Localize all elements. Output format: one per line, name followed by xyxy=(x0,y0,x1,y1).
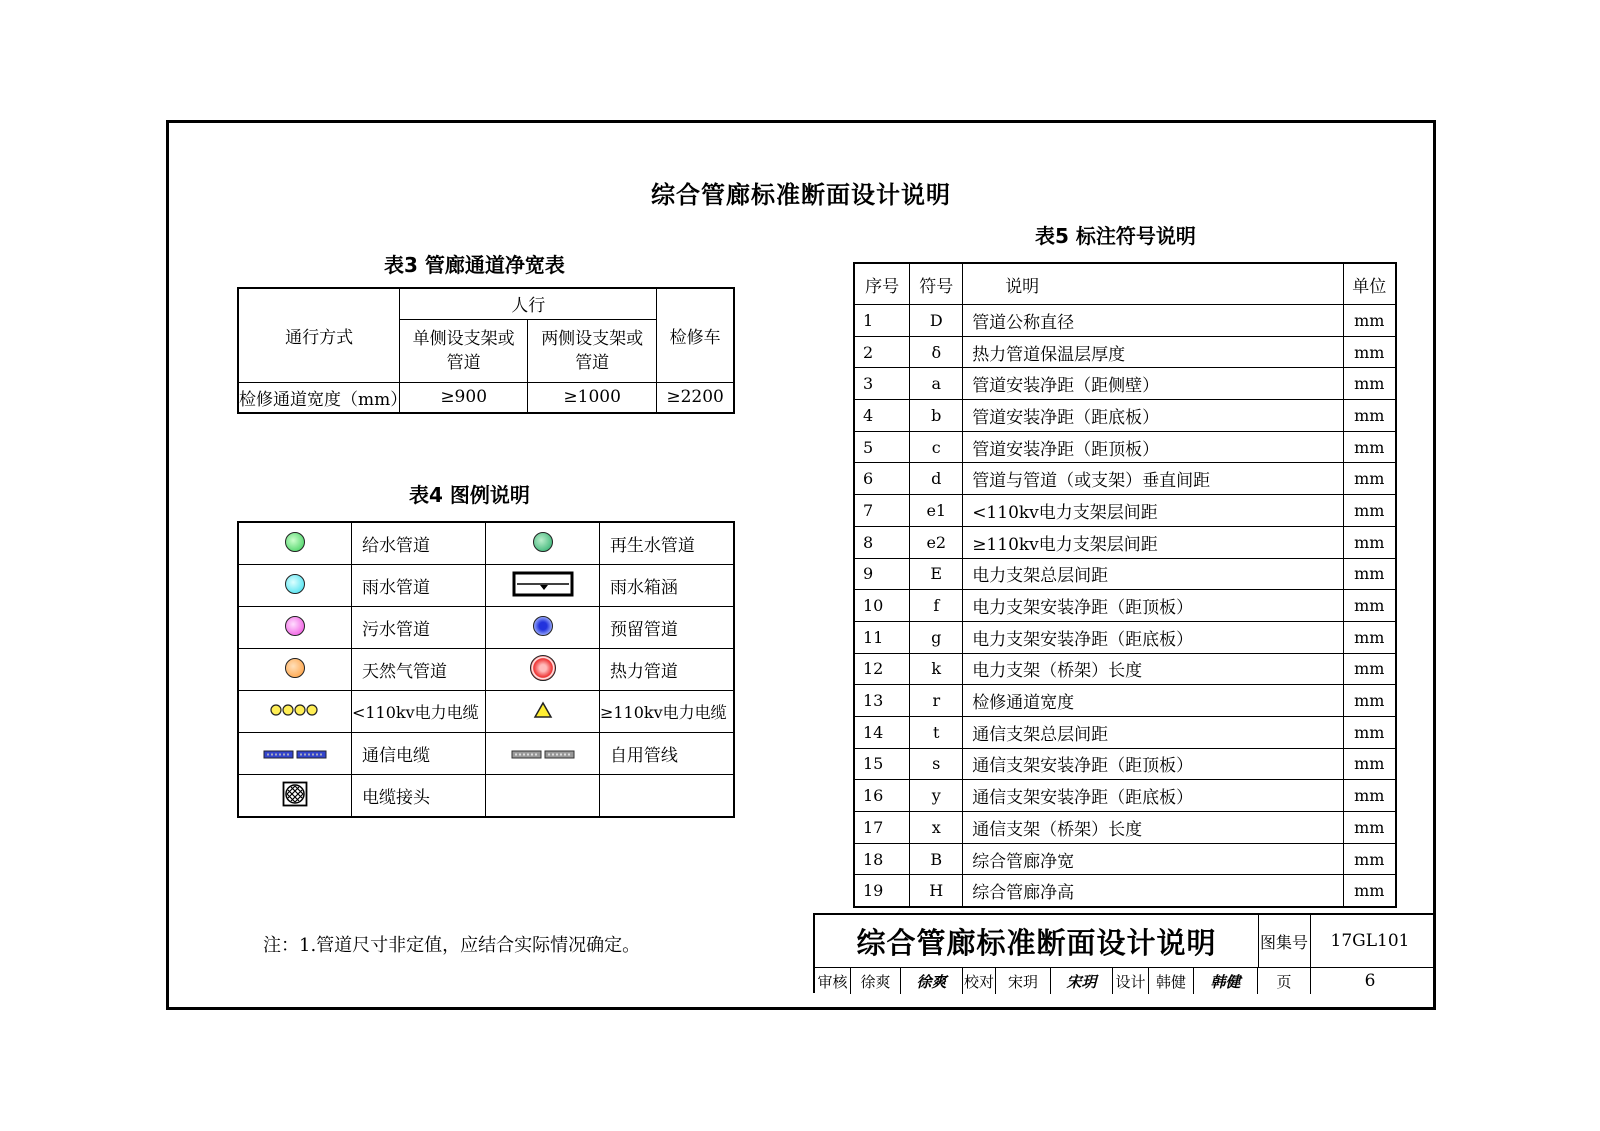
legend-row xyxy=(238,733,734,775)
reviewer-name: 徐爽 xyxy=(851,968,901,994)
legend-row xyxy=(238,649,734,691)
self-use-line-icon xyxy=(511,749,575,759)
symbol-row xyxy=(854,590,1396,622)
symbol-unit: mm xyxy=(1343,780,1396,812)
symbol-description: 管道安装净距（距顶板） xyxy=(963,431,1343,463)
symbol-code: f xyxy=(910,590,963,622)
symbol-no: 3 xyxy=(854,368,910,400)
symbol-row xyxy=(854,780,1396,812)
symbol-no: 10 xyxy=(854,590,910,622)
symbol-no: 15 xyxy=(854,748,910,780)
high-voltage-cable-icon xyxy=(533,701,553,719)
symbol-unit: mm xyxy=(1343,495,1396,527)
symbol-description: 电力支架安装净距（距顶板） xyxy=(963,590,1343,622)
symbol-unit: mm xyxy=(1343,875,1396,907)
legend-label: 给水管道 xyxy=(351,522,486,565)
cable-joint-icon xyxy=(282,781,308,807)
symbol-unit: mm xyxy=(1343,336,1396,368)
symbol-code: H xyxy=(910,875,963,907)
symbol-row xyxy=(854,653,1396,685)
table3-caption: 表3 管廊通道净宽表 xyxy=(384,253,565,277)
heat-pipe-icon xyxy=(530,655,556,681)
symbol-unit: mm xyxy=(1343,843,1396,875)
symbol-code: δ xyxy=(910,336,963,368)
symbol-description: <110kv电力支架层间距 xyxy=(963,495,1343,527)
symbol-row xyxy=(854,558,1396,590)
t3-header-vehicle: 检修车 xyxy=(657,288,734,382)
legend-row xyxy=(238,565,734,607)
symbol-description: 电力支架（桥架）长度 xyxy=(963,653,1343,685)
t3-val-single: ≥900 xyxy=(400,382,528,413)
symbol-no: 12 xyxy=(854,653,910,685)
symbol-unit: mm xyxy=(1343,463,1396,495)
symbol-description: 电力支架总层间距 xyxy=(963,558,1343,590)
symbol-no: 2 xyxy=(854,336,910,368)
symbol-no: 19 xyxy=(854,875,910,907)
reclaimed-water-pipe-icon xyxy=(533,532,553,552)
legend-label: 雨水箱涵 xyxy=(599,565,734,607)
symbol-unit: mm xyxy=(1343,812,1396,844)
table5-symbols xyxy=(853,262,1397,908)
symbol-no: 1 xyxy=(854,305,910,337)
symbol-description: 检修通道宽度 xyxy=(963,685,1343,717)
symbol-code: k xyxy=(910,653,963,685)
reserved-pipe-icon xyxy=(533,616,553,636)
symbol-row xyxy=(854,495,1396,527)
symbol-unit: mm xyxy=(1343,368,1396,400)
symbol-unit: mm xyxy=(1343,653,1396,685)
symbol-code: d xyxy=(910,463,963,495)
t5-header-no: 序号 xyxy=(854,263,910,305)
symbol-row xyxy=(854,716,1396,748)
symbol-row xyxy=(854,400,1396,432)
legend-label: 自用管线 xyxy=(599,733,734,775)
symbol-code: b xyxy=(910,400,963,432)
symbol-row xyxy=(854,305,1396,337)
symbol-code: t xyxy=(910,716,963,748)
symbol-no: 11 xyxy=(854,621,910,653)
symbol-description: 管道与管道（或支架）垂直间距 xyxy=(963,463,1343,495)
legend-row xyxy=(238,775,734,818)
symbol-unit: mm xyxy=(1343,558,1396,590)
design-label: 设计 xyxy=(1113,968,1149,994)
symbol-unit: mm xyxy=(1343,431,1396,463)
symbol-description: 综合管廊净宽 xyxy=(963,843,1343,875)
title-block-title: 综合管廊标准断面设计说明 xyxy=(815,915,1259,967)
symbol-row xyxy=(854,463,1396,495)
symbol-no: 14 xyxy=(854,716,910,748)
symbol-description: ≥110kv电力支架层间距 xyxy=(963,526,1343,558)
low-voltage-cable-icon xyxy=(270,703,320,717)
t3-val-vehicle: ≥2200 xyxy=(657,382,734,413)
symbol-no: 13 xyxy=(854,685,910,717)
symbol-code: E xyxy=(910,558,963,590)
symbol-description: 通信支架安装净距（距底板） xyxy=(963,780,1343,812)
atlas-number: 17GL101 xyxy=(1330,931,1410,951)
symbol-description: 电力支架安装净距（距底板） xyxy=(963,621,1343,653)
symbol-no: 9 xyxy=(854,558,910,590)
drawing-frame xyxy=(166,120,1436,1010)
symbol-no: 17 xyxy=(854,812,910,844)
title-block xyxy=(813,913,1433,993)
table5-caption: 表5 标注符号说明 xyxy=(1035,224,1196,248)
telecom-cable-icon xyxy=(263,749,327,759)
review-label: 审核 xyxy=(815,968,851,994)
symbol-no: 4 xyxy=(854,400,910,432)
symbol-description: 管道公称直径 xyxy=(963,305,1343,337)
symbol-row xyxy=(854,431,1396,463)
symbol-description: 热力管道保温层厚度 xyxy=(963,336,1343,368)
legend-label: 再生水管道 xyxy=(599,522,734,565)
legend-label xyxy=(599,775,734,818)
symbol-code: e2 xyxy=(910,526,963,558)
t5-header-desc: 说明 xyxy=(963,263,1343,305)
legend-row xyxy=(238,691,734,733)
symbol-no: 5 xyxy=(854,431,910,463)
water-supply-pipe-icon xyxy=(285,532,305,552)
symbol-row xyxy=(854,685,1396,717)
symbol-unit: mm xyxy=(1343,716,1396,748)
symbol-unit: mm xyxy=(1343,400,1396,432)
symbol-unit: mm xyxy=(1343,305,1396,337)
symbol-code: a xyxy=(910,368,963,400)
legend-label: 电缆接头 xyxy=(351,775,486,818)
legend-label: 热力管道 xyxy=(599,649,734,691)
symbol-description: 通信支架安装净距（距顶板） xyxy=(963,748,1343,780)
page-title: 综合管廊标准断面设计说明 xyxy=(651,181,951,209)
gas-pipe-icon xyxy=(285,658,305,678)
legend-label: 污水管道 xyxy=(351,607,486,649)
symbol-unit: mm xyxy=(1343,621,1396,653)
t5-header-unit: 单位 xyxy=(1343,263,1396,305)
symbol-no: 7 xyxy=(854,495,910,527)
table4-caption: 表4 图例说明 xyxy=(409,483,530,507)
symbol-description: 管道安装净距（距底板） xyxy=(963,400,1343,432)
symbol-unit: mm xyxy=(1343,685,1396,717)
symbol-description: 通信支架总层间距 xyxy=(963,716,1343,748)
symbol-description: 综合管廊净高 xyxy=(963,875,1343,907)
symbol-row xyxy=(854,368,1396,400)
checker-signature: 宋玥 xyxy=(1051,968,1113,994)
legend-label: <110kv电力电缆 xyxy=(351,691,486,733)
table3 xyxy=(237,287,735,414)
designer-name: 韩健 xyxy=(1149,968,1194,994)
symbol-row xyxy=(854,843,1396,875)
symbol-no: 8 xyxy=(854,526,910,558)
t3-header-mode: 通行方式 xyxy=(238,288,400,382)
check-label: 校对 xyxy=(963,968,996,994)
symbol-row xyxy=(854,526,1396,558)
symbol-description: 管道安装净距（距侧壁） xyxy=(963,368,1343,400)
page-label: 页 xyxy=(1258,968,1311,994)
symbol-code: e1 xyxy=(910,495,963,527)
symbol-unit: mm xyxy=(1343,590,1396,622)
legend-row xyxy=(238,607,734,649)
symbol-code: B xyxy=(910,843,963,875)
legend-label: ≥110kv电力电缆 xyxy=(599,691,734,733)
symbol-row xyxy=(854,812,1396,844)
symbol-description: 通信支架（桥架）长度 xyxy=(963,812,1343,844)
rain-box-culvert-icon xyxy=(512,571,574,597)
symbol-code: y xyxy=(910,780,963,812)
empty-cell xyxy=(486,775,599,818)
legend-label: 雨水管道 xyxy=(351,565,486,607)
symbol-row xyxy=(854,875,1396,907)
t3-row-label: 检修通道宽度（mm） xyxy=(238,382,400,413)
symbol-code: r xyxy=(910,685,963,717)
title-block-signatures xyxy=(815,967,1433,994)
symbol-row xyxy=(854,748,1396,780)
legend-label: 通信电缆 xyxy=(351,733,486,775)
reviewer-signature: 徐爽 xyxy=(901,968,963,994)
checker-name: 宋玥 xyxy=(996,968,1051,994)
t3-val-double: ≥1000 xyxy=(528,382,657,413)
symbol-row xyxy=(854,336,1396,368)
symbol-no: 6 xyxy=(854,463,910,495)
symbol-unit: mm xyxy=(1343,748,1396,780)
symbol-code: x xyxy=(910,812,963,844)
symbol-no: 16 xyxy=(854,780,910,812)
symbol-unit: mm xyxy=(1343,526,1396,558)
t3-header-double: 两侧设支架或管道 xyxy=(528,319,657,382)
symbol-code: g xyxy=(910,621,963,653)
table4-legend xyxy=(237,521,735,818)
t3-header-pedestrian: 人行 xyxy=(400,288,657,319)
t3-header-single: 单侧设支架或管道 xyxy=(400,319,528,382)
page-number: 6 xyxy=(1364,971,1376,991)
designer-signature: 韩健 xyxy=(1194,968,1258,994)
symbol-row xyxy=(854,621,1396,653)
symbol-no: 18 xyxy=(854,843,910,875)
atlas-label: 图集号 xyxy=(1258,915,1311,967)
symbol-code: D xyxy=(910,305,963,337)
symbol-code: c xyxy=(910,431,963,463)
symbol-code: s xyxy=(910,748,963,780)
footnote: 注：1.管道尺寸非定值，应结合实际情况确定。 xyxy=(263,935,641,956)
rain-pipe-icon xyxy=(285,574,305,594)
t5-header-sym: 符号 xyxy=(910,263,963,305)
legend-label: 天然气管道 xyxy=(351,649,486,691)
legend-row xyxy=(238,522,734,565)
legend-label: 预留管道 xyxy=(599,607,734,649)
sewage-pipe-icon xyxy=(285,616,305,636)
